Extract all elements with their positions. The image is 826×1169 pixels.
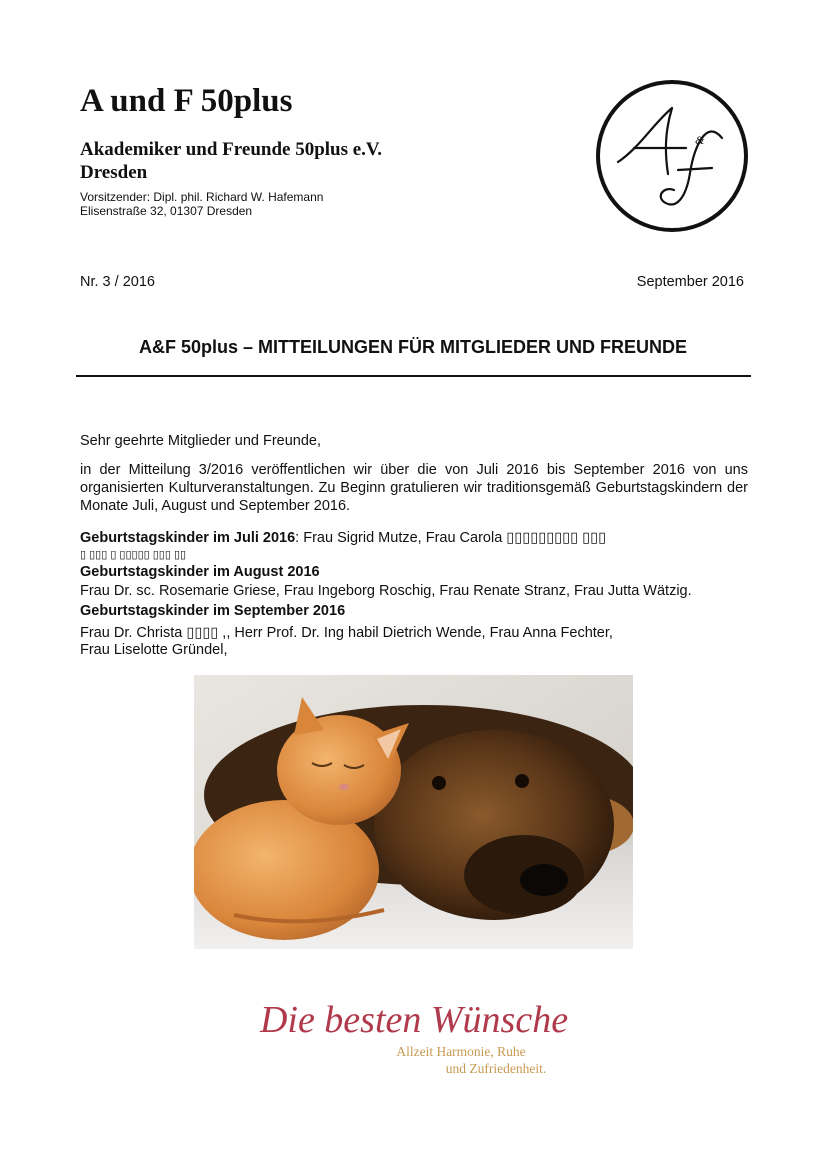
birthdays-september-names: Frau Dr. Christa ▯▯▯▯ ,, Herr Prof. Dr. Ing habil Dietrich Wende, Frau Anna Fechter,	[80, 625, 613, 641]
address-line: Elisenstraße 32, 01307 Dresden	[80, 204, 253, 218]
birthdays-september-names-continued: Frau Liselotte Gründel,	[80, 642, 228, 658]
svg-text:&: &	[695, 133, 705, 147]
heading-divider	[76, 375, 751, 377]
issue-number: Nr. 3 / 2016	[80, 274, 155, 290]
best-wishes-line-1: Allzeit Harmonie, Ruhe	[396, 1044, 526, 1059]
organization-name	[80, 138, 382, 184]
organization-city: Dresden	[80, 162, 148, 183]
intro-paragraph: in der Mitteilung 3/2016 veröffentlichen wir über die von Juli 2016 bis September 2016 von uns organisierten Kulturveranstaltungen. Zu Beginn gratulieren wir traditionsgemäß Geburtstagskindern der Monate Juli, August und September 2016.	[80, 462, 748, 514]
organization-logo	[594, 78, 750, 234]
birthdays-august-names: Frau Dr. sc. Rosemarie Griese, Frau Ingeborg Roschig, Frau Renate Stranz, Frau Jutta Wätzig.	[80, 583, 692, 599]
birthdays-july-label: Geburtstagskinder im Juli 2016	[80, 530, 296, 546]
cat-and-dog-photo	[194, 675, 633, 949]
birthdays-july	[80, 529, 748, 547]
salutation: Sehr geehrte Mitglieder und Freunde,	[80, 433, 322, 449]
birthdays-july-names: : Frau Sigrid Mutze, Frau Carola ▯▯▯▯▯▯▯▯▯ ▯▯▯	[295, 530, 607, 546]
birthdays-august-label: Geburtstagskinder im August 2016	[80, 564, 320, 580]
best-wishes-graphic	[186, 990, 642, 1086]
birthdays-september-label: Geburtstagskinder im September 2016	[80, 603, 346, 619]
issue-date: September 2016	[636, 274, 744, 290]
document-title: A und F 50plus	[80, 83, 293, 119]
newsletter-heading: A&F 50plus – MITTEILUNGEN FÜR MITGLIEDER UND FREUNDE	[138, 337, 687, 357]
chairman-line: Vorsitzender: Dipl. phil. Richard W. Hafemann	[80, 190, 324, 204]
best-wishes-line-2: und Zufriedenheit.	[445, 1061, 547, 1076]
best-wishes-headline: Die besten Wünsche	[259, 999, 569, 1041]
birthdays-july-names-continued: ▯ ▯▯▯ ▯ ▯▯▯▯▯ ▯▯▯ ▯▯	[80, 549, 187, 561]
organization-name-line: Akademiker und Freunde 50plus e.V.	[80, 139, 382, 160]
